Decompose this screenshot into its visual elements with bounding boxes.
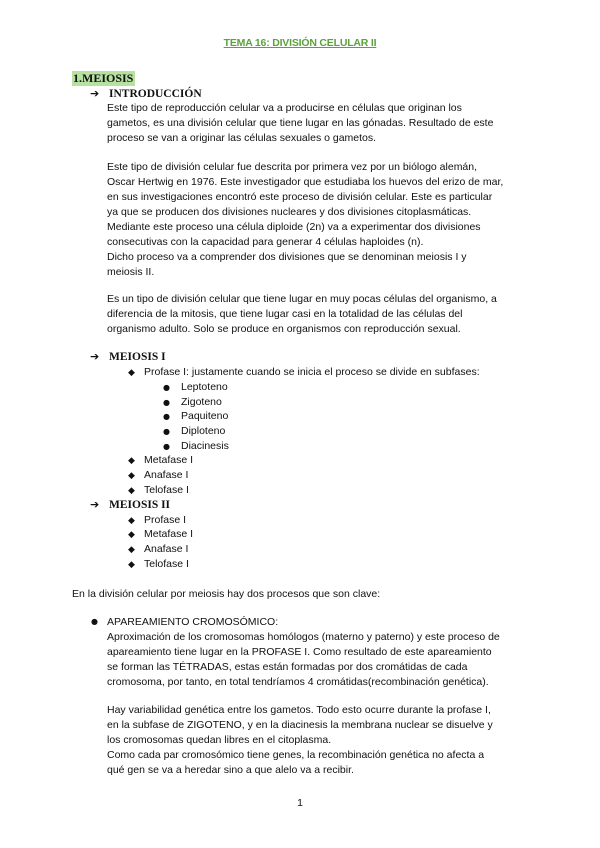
text-line: Este tipo de división celular fue descrita por primera vez por un biólogo alemán,	[107, 161, 478, 173]
list-item: ◆ Profase I	[128, 514, 187, 526]
subheading-introduccion	[90, 87, 202, 100]
subheading-label: INTRODUCCIÓN	[109, 88, 202, 100]
diamond-bullet-icon: ◆	[128, 486, 135, 496]
text-line: en la subfase de ZIGOTENO, y en la diacinesis la membrana nuclear se disuelve y	[107, 719, 493, 731]
diamond-bullet-icon: ◆	[128, 471, 135, 481]
list-item: ● Zigoteno	[163, 396, 222, 408]
list-item: ◆ Metafase I	[128, 528, 194, 540]
apareamiento-paragraph-2	[107, 703, 527, 778]
section-heading-meiosis: 1.MEIOSIS	[73, 71, 134, 85]
list-item: ● Leptoteno	[163, 381, 228, 393]
arrow-icon: ➔	[90, 350, 100, 363]
dot-bullet-icon: ●	[163, 427, 170, 436]
arrow-icon: ➔	[90, 498, 100, 511]
subheading-label: MEIOSIS II	[109, 499, 171, 511]
list-item: ◆ Anafase I	[128, 469, 189, 481]
text-line: Este tipo de reproducción celular va a producirse en células que originan los	[107, 102, 462, 114]
text-line: en sus investigaciones encontró este proceso de división celular. Este es particular	[107, 191, 493, 203]
text-line: meiosis II.	[107, 266, 155, 278]
list-item: ● Diploteno	[163, 425, 226, 437]
subheading-label: MEIOSIS I	[109, 351, 166, 363]
text-line: los cromosomas quedan libres en el citoplasma.	[107, 734, 332, 746]
dot-bullet-icon: ●	[163, 412, 170, 421]
dot-bullet-icon: ●	[163, 398, 170, 407]
text-line: Mediante este proceso una célula diploide (2n) va a experimentar dos divisiones	[107, 221, 481, 233]
text-line: consecutivas con la capacidad para generar 4 células haploides (n).	[107, 236, 424, 248]
list-item: ◆ Metafase I	[128, 454, 194, 466]
text-line: ya que se producen dos divisiones nucleares y dos divisiones citoplasmáticas.	[107, 206, 472, 218]
list-item: ◆ Profase I: justamente cuando se inicia el proceso se divide en subfases:	[128, 366, 480, 378]
text-line: proceso se van a originar las células sexuales o gametos.	[107, 132, 377, 144]
text-line: Como cada par cromosómico tiene genes, la recombinación genética no afecta a	[107, 749, 485, 761]
diamond-bullet-icon: ◆	[128, 456, 135, 466]
dot-bullet-icon: ●	[163, 383, 170, 392]
diamond-bullet-icon: ◆	[128, 545, 135, 555]
text-line: organismo adulto. Solo se produce en organismos con reproducción sexual.	[107, 323, 461, 335]
page-number: 1	[297, 797, 303, 809]
key-processes-intro: En la división celular por meiosis hay dos procesos que son clave:	[72, 588, 381, 600]
list-item: ● Paquiteno	[163, 410, 229, 422]
diamond-bullet-icon: ◆	[128, 516, 135, 526]
subheading-meiosis-1	[90, 350, 166, 363]
text-line: diferencia de la mitosis, que tiene lugar casi en la totalidad de las células del	[107, 308, 463, 320]
apareamiento-block	[107, 615, 527, 690]
subheading-meiosis-2	[90, 498, 170, 511]
intro-paragraph-3	[107, 292, 527, 337]
list-item: ◆ Telofase I	[128, 558, 189, 570]
text-line: Es un tipo de división celular que tiene lugar en muy pocas células del organismo, a	[107, 293, 497, 305]
text-line: gametos, es una división celular que tiene lugar en las gónadas. Resultado de este	[107, 117, 494, 129]
intro-paragraph-2	[107, 160, 527, 280]
arrow-icon: ➔	[90, 87, 100, 100]
intro-paragraph-1	[107, 101, 527, 146]
diamond-bullet-icon: ◆	[128, 530, 135, 540]
text-line: Aproximación de los cromosomas homólogos (materno y paterno) y este proceso de	[107, 631, 500, 643]
text-line: Hay variabilidad genética entre los gametos. Todo esto ocurre durante la profase I,	[107, 704, 491, 716]
dot-bullet-icon: ●	[163, 442, 170, 451]
list-item: ● Diacinesis	[163, 440, 229, 452]
text-line: cromosoma, por tanto, en total tendríamos 4 cromátidas(recombinación genética).	[107, 676, 489, 688]
list-item: ◆ Telofase I	[128, 484, 189, 496]
text-line: se forman las TÉTRADAS, estas están formadas por dos cromátidas de cada	[107, 661, 468, 673]
diamond-bullet-icon: ◆	[128, 368, 135, 378]
text-line: Dicho proceso va a comprender dos divisiones que se denominan meiosis I y	[107, 251, 467, 263]
document-title: TEMA 16: DIVISIÓN CELULAR II	[223, 37, 377, 49]
text-line: Oscar Hertwig en 1976. Este investigador que estudiaba los huevos del erizo de mar,	[107, 176, 504, 188]
apareamiento-title: APAREAMIENTO CROMOSÓMICO:	[107, 616, 279, 628]
diamond-bullet-icon: ◆	[128, 560, 135, 570]
text-line: apareamiento tiene lugar en la PROFASE I. Como resultado de este apareamiento	[107, 646, 492, 658]
dot-bullet-icon: ●	[91, 617, 98, 626]
text-line: qué gen se va a heredar sino a que alelo va a recibir.	[107, 764, 354, 776]
list-item: ◆ Anafase I	[128, 543, 189, 555]
